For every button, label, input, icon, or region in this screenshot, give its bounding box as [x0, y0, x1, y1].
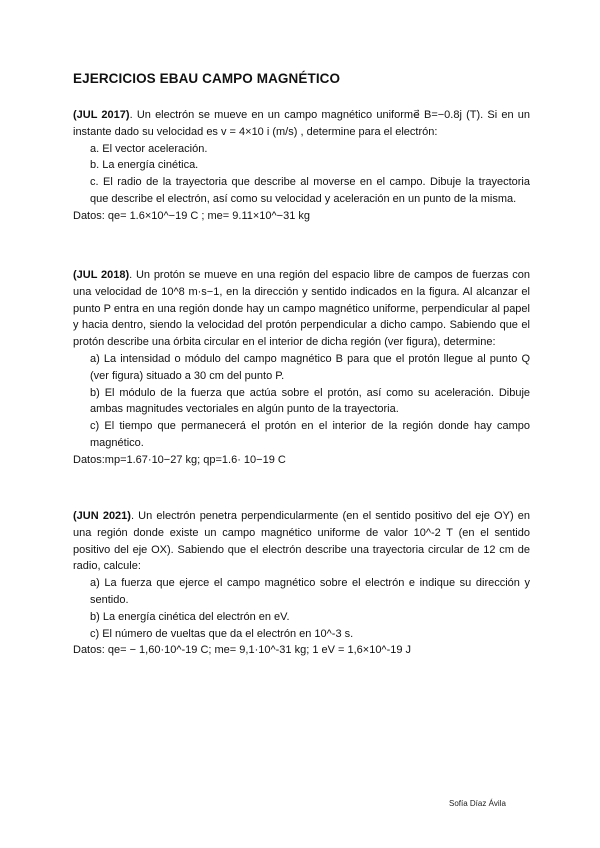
exercise-jun-2021 — [73, 508, 530, 659]
exercise-statement — [73, 107, 530, 141]
exercise-jul-2018 — [73, 267, 530, 469]
exercise-statement — [73, 508, 530, 575]
exercise-items — [73, 575, 530, 642]
exercise-text: . Un electrón penetra perpendicularmente (en el sentido positivo del eje OY) en una región donde existe un campo magnético uniforme de valor 10^-2 T (en el sentido positivo del eje OX). Sabiendo que el electrón describe una trayectoria circular de 12 cm de radio, calcule: — [73, 510, 531, 573]
exercise-item: c. El radio de la trayectoria que describe al moverse en el campo. Dibuje la trayectoria que describe el electrón, así como su velocidad y aceleración en un punto de la misma. — [90, 176, 530, 205]
exercise-data: Datos:mp=1.67·10−27 kg; qp=1.6· 10−19 C — [73, 453, 286, 466]
exercise-items — [73, 351, 530, 452]
exercise-items — [73, 141, 530, 208]
exercise-item: a. El vector aceleración. — [90, 142, 208, 155]
exercise-label: (JUL 2017) — [73, 109, 130, 121]
exercise-item: a) La intensidad o módulo del campo magnético B para que el protón llegue al punto Q (ver figura) situado a 30 cm del punto P. — [90, 352, 530, 382]
exercise-item: b) El módulo de la fuerza que actúa sobre el protón, así como su aceleración. Dibuje ambas magnitudes vectoriales en algún punto de la trayectoria. — [90, 386, 530, 416]
document-title: EJERCICIOS EBAU CAMPO MAGNÉTICO — [73, 71, 341, 86]
author-footer: Sofía Díaz Ávila — [449, 799, 506, 808]
exercise-item: a) La fuerza que ejerce el campo magnético sobre el electrón e indique su dirección y sentido. — [90, 577, 530, 606]
exercise-item: c) El tiempo que permanecerá el protón en el interior de la región donde hay campo magnético. — [90, 420, 530, 449]
exercise-text: . Un electrón se mueve en un campo magnético uniforme⃗ B=−0.8j (T). Si en un instante dado su velocidad es v = 4×10 i (m/s) , determine para el electrón: — [73, 109, 531, 138]
exercise-item: b) La energía cinética del electrón en eV. — [90, 610, 290, 623]
exercise-item: c) El número de vueltas que da el electrón en 10^-3 s. — [90, 627, 354, 640]
exercise-data: Datos: qe= 1.6×10^−19 C ; me= 9.11×10^−31 kg — [73, 209, 311, 222]
exercise-label: (JUN 2021) — [73, 510, 131, 522]
exercise-jul-2017 — [73, 107, 530, 225]
exercise-text: . Un protón se mueve en una región del espacio libre de campos de fuerzas con una velocidad de 10^8 m·s−1, en la dirección y sentido indicados en la figura. Al alcanzar el punto P entra en una región donde hay un campo magnético uniforme, perpendicular al papel y hacia dentro, siendo la velocidad del protón perpendicular a dicho campo. Sabiendo que el protón describe una órbita circular en el interior de dicha región (ver figura), determine: — [73, 269, 531, 349]
exercise-data: Datos: qe= − 1,60·10^-19 C; me= 9,1·10^-31 kg; 1 eV = 1,6×10^-19 J — [73, 644, 412, 657]
exercise-item: b. La energía cinética. — [90, 159, 199, 172]
exercise-label: (JUL 2018) — [73, 269, 130, 281]
exercise-statement — [73, 267, 530, 351]
